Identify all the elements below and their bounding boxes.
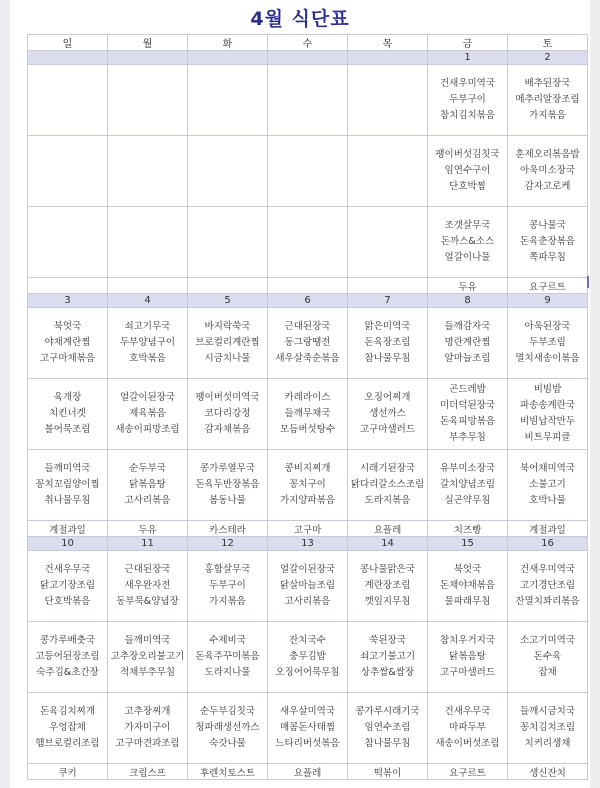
meal-cell [188,308,268,379]
scroll-marker [587,276,589,288]
menu-item: 치킨너겟 [49,408,86,419]
meal-cell [108,308,188,379]
snack-cell: 계절과일 [508,521,588,537]
meal-row [28,65,588,136]
snack-row [28,764,588,780]
menu-item: 감자채볶음 [204,424,251,435]
menu-item: 야채계란찜 [44,337,91,348]
meal-cell [348,379,428,450]
menu-item: 브로컬리계란찜 [195,337,260,348]
menu-item: 꽁치구이 [289,479,326,490]
meal-cell [188,379,268,450]
menu-item: 두부양념구이 [119,337,176,348]
menu-item: 얼갈이된장국 [279,564,336,575]
menu-item: 콩나물국 [529,220,566,231]
menu-item: 감자고로케 [524,181,571,192]
menu-item: 쪽파무침 [529,252,566,263]
menu-item: 메추리알장조림 [515,94,580,105]
menu-item: 유부미소장국 [439,463,496,474]
meal-cell [508,450,588,521]
menu-item: 볼어묵조림 [44,424,91,435]
menu-item: 돈육두반장볶음 [195,479,260,490]
menu-item: 콩가루시래기국 [355,706,420,717]
date-row [28,537,588,551]
menu-item: 임연수조림 [364,722,411,733]
menu-item: 미더덕된장국 [439,400,496,411]
meal-row [28,693,588,764]
meal-cell [428,622,508,693]
meal-cell [428,65,508,136]
meal-cell [108,65,188,136]
weekday-tue: 화 [188,35,268,51]
menu-item: 고추장찌개 [124,706,171,717]
date-cell: 14 [348,537,428,551]
menu-item: 돈육춘장볶음 [519,236,576,247]
menu-item: 콩가루배춧국 [39,635,96,646]
menu-item: 숙주김&초간장 [36,667,99,678]
weekday-wed: 수 [268,35,348,51]
menu-page [10,0,590,788]
menu-item: 도라지나물 [204,667,251,678]
menu-item: 소불고기 [529,479,566,490]
menu-item: 고구마샐러드 [439,667,496,678]
meal-cell [348,551,428,622]
meal-cell [348,65,428,136]
meal-cell [188,65,268,136]
meal-cell [348,622,428,693]
menu-item: 건새우미역국 [439,78,496,89]
meal-row [28,450,588,521]
date-cell [268,51,348,65]
menu-item: 건새우무국 [44,564,91,575]
menu-item: 근대된장국 [124,564,171,575]
meal-cell [188,551,268,622]
meal-cell [428,693,508,764]
snack-row [28,278,588,294]
menu-item: 팽이버섯미역국 [195,392,260,403]
menu-item: 가자미구이 [124,722,171,733]
menu-item: 치커리생채 [524,738,571,749]
menu-item: 고구마샐러드 [359,424,416,435]
menu-item: 쇠고기무국 [124,321,171,332]
menu-item: 돈육주꾸미볶음 [195,651,260,662]
menu-item: 쑥된장국 [369,635,406,646]
date-cell: 6 [268,294,348,308]
menu-item: 돈육장조림 [364,337,411,348]
menu-item: 들깨감자국 [444,321,491,332]
menu-item: 물파래무침 [444,596,491,607]
menu-item: 닭고기장조림 [39,580,96,591]
snack-cell [188,278,268,294]
menu-item: 닭살마늘조림 [279,580,336,591]
weekday-fri: 금 [428,35,508,51]
menu-item: 참치우거지국 [439,635,496,646]
menu-item: 도라지볶음 [364,495,411,506]
menu-item: 닭볶음탕 [129,479,166,490]
menu-item: 고사리볶음 [284,596,331,607]
menu-item: 부추무침 [449,432,486,443]
menu-item: 북어채미역국 [519,463,576,474]
meal-row [28,136,588,207]
menu-item: 맑은미역국 [364,321,411,332]
menu-item: 적채부추무침 [119,667,176,678]
meal-row [28,308,588,379]
snack-cell: 요구르트 [428,764,508,780]
snack-cell [108,278,188,294]
menu-item: 단호박볶음 [44,596,91,607]
menu-item: 참나물무침 [364,353,411,364]
snack-cell: 두유 [428,278,508,294]
menu-item: 잔치국수 [289,635,326,646]
meal-calendar [27,34,588,780]
meal-cell [268,450,348,521]
menu-item: 계란장조림 [364,580,411,591]
meal-cell [188,207,268,278]
meal-cell [108,450,188,521]
menu-item: 단호박찜 [449,181,486,192]
menu-item: 소고기미역국 [519,635,576,646]
meal-cell [28,65,108,136]
meal-cell [508,693,588,764]
menu-item: 오징어어묵무침 [275,667,340,678]
menu-item: 북엇국 [453,564,482,575]
snack-cell: 고구마 [268,521,348,537]
snack-cell: 카스테라 [188,521,268,537]
meal-cell [428,136,508,207]
date-cell [28,51,108,65]
menu-item: 비빔밥 [533,384,562,395]
menu-item: 잡채 [538,667,557,678]
menu-item: 파송송계란국 [519,400,576,411]
snack-cell: 요구르트 [508,278,588,294]
menu-item: 곤드레밥 [449,384,486,395]
menu-item: 두부구이 [449,94,486,105]
meal-cell [268,622,348,693]
meal-cell [108,379,188,450]
menu-item: 콩비지찌개 [284,463,331,474]
menu-item: 충무김밥 [289,651,326,662]
menu-item: 생선까스 [369,408,406,419]
meal-cell [108,207,188,278]
meal-cell [28,207,108,278]
menu-item: 비빔납작만두 [519,416,576,427]
menu-item: 들깨무채국 [284,408,331,419]
meal-cell [508,308,588,379]
meal-cell [428,551,508,622]
menu-item: 잔멸치꽈리볶음 [515,596,580,607]
menu-item: 아욱미소장국 [519,165,576,176]
date-cell: 3 [28,294,108,308]
menu-item: 참나물무침 [364,738,411,749]
menu-item: 취나물무침 [44,495,91,506]
snack-cell: 후렌치토스트 [188,764,268,780]
meal-cell [28,551,108,622]
date-cell: 16 [508,537,588,551]
calendar-body [28,51,588,780]
menu-item: 수제비국 [209,635,246,646]
meal-cell [108,136,188,207]
snack-row [28,521,588,537]
menu-item: 우엉잡채 [49,722,86,733]
meal-cell [348,693,428,764]
meal-cell [108,622,188,693]
menu-item: 호박볶음 [129,353,166,364]
snack-cell: 치즈빵 [428,521,508,537]
menu-item: 두부조림 [529,337,566,348]
menu-item: 상추쌈&쌈장 [360,667,415,678]
meal-cell [508,65,588,136]
menu-item: 가지양파볶음 [279,495,336,506]
meal-cell [268,379,348,450]
date-row [28,294,588,308]
meal-cell [188,450,268,521]
menu-item: 아욱된장국 [524,321,571,332]
meal-cell [508,379,588,450]
weekday-sat: 토 [508,35,588,51]
meal-cell [28,622,108,693]
menu-item: 콩나물맑은국 [359,564,416,575]
date-cell: 11 [108,537,188,551]
snack-cell: 계절과일 [28,521,108,537]
meal-cell [108,551,188,622]
menu-item: 들깨시금치국 [519,706,576,717]
menu-item: 배추된장국 [524,78,571,89]
menu-item: 닭다리갈소스조림 [350,479,425,490]
menu-item: 동부묵&양념장 [116,596,179,607]
menu-item: 조갯살무국 [444,220,491,231]
meal-row [28,551,588,622]
menu-item: 근대된장국 [284,321,331,332]
menu-item: 숙갓나물 [209,738,246,749]
menu-item: 멸치새송이볶음 [515,353,580,364]
date-cell [348,51,428,65]
meal-cell [268,693,348,764]
snack-cell: 떡볶이 [348,764,428,780]
date-cell: 8 [428,294,508,308]
meal-cell [268,207,348,278]
menu-item: 육개장 [53,392,82,403]
meal-cell [28,379,108,450]
menu-item: 새우살죽순볶음 [275,353,340,364]
menu-item: 오징어찌개 [364,392,411,403]
menu-item: 바지락쑥국 [204,321,251,332]
meal-row [28,622,588,693]
date-cell: 2 [508,51,588,65]
date-cell [108,51,188,65]
menu-item: 비트무피클 [524,432,571,443]
meal-row [28,379,588,450]
menu-item: 동그랑땡전 [284,337,331,348]
menu-item: 명란계란찜 [444,337,491,348]
date-cell: 1 [428,51,508,65]
date-cell: 10 [28,537,108,551]
menu-item: 참치김치볶음 [439,110,496,121]
menu-item: 두부구이 [209,580,246,591]
menu-item: 갈치양념조림 [439,479,496,490]
meal-cell [268,308,348,379]
meal-cell [28,136,108,207]
date-cell: 5 [188,294,268,308]
meal-cell [428,450,508,521]
weekday-thu: 목 [348,35,428,51]
menu-item: 건새우미역국 [519,564,576,575]
snack-cell: 크림스프 [108,764,188,780]
meal-cell [268,551,348,622]
meal-cell [28,308,108,379]
menu-item: 실곤약무침 [444,495,491,506]
snack-cell [268,278,348,294]
menu-item: 돈수육 [533,651,562,662]
date-row [28,51,588,65]
menu-item: 청파래생선까스 [195,722,260,733]
menu-item: 얼갈이나물 [444,252,491,263]
page-title: 4월 식단표 [250,8,350,30]
weekday-header-row [28,35,588,51]
menu-item: 쇠고기불고기 [359,651,416,662]
snack-cell: 요플레 [268,764,348,780]
menu-item: 임연수구이 [444,165,491,176]
date-cell: 7 [348,294,428,308]
meal-cell [348,450,428,521]
snack-cell [28,278,108,294]
menu-item: 콩가루열무국 [199,463,256,474]
menu-item: 훈제오리볶음밥 [515,149,580,160]
menu-item: 모듬버섯탕수 [279,424,336,435]
menu-item: 순두부국 [129,463,166,474]
menu-item: 고구마채볶음 [39,353,96,364]
date-cell: 15 [428,537,508,551]
menu-item: 제육볶음 [129,408,166,419]
date-cell: 13 [268,537,348,551]
snack-cell: 쿠키 [28,764,108,780]
meal-cell [508,207,588,278]
menu-item: 햄브로컬리조림 [35,738,100,749]
menu-item: 고추장오리불고기 [110,651,185,662]
menu-item: 코다리강정 [204,408,251,419]
menu-item: 새우살미역국 [279,706,336,717]
menu-item: 알마늘조림 [444,353,491,364]
menu-item: 팽이버섯김칫국 [435,149,500,160]
menu-item: 돈까스&소스 [440,236,495,247]
menu-item: 순두부김칫국 [199,706,256,717]
date-cell: 9 [508,294,588,308]
menu-item: 들깨미역국 [124,635,171,646]
meal-cell [188,136,268,207]
menu-item: 고등어된장조림 [35,651,100,662]
menu-item: 건새우무국 [444,706,491,717]
menu-item: 카레라이스 [284,392,331,403]
menu-item: 돈육피망볶음 [439,416,496,427]
menu-item: 마파두부 [449,722,486,733]
snack-cell [348,278,428,294]
menu-item: 북엇국 [53,321,82,332]
meal-cell [508,551,588,622]
date-cell [188,51,268,65]
menu-item: 느타리버섯볶음 [275,738,340,749]
meal-cell [508,136,588,207]
weekday-mon: 월 [108,35,188,51]
menu-item: 홍합살무국 [204,564,251,575]
meal-cell [508,622,588,693]
menu-item: 호박나물 [529,495,566,506]
meal-cell [428,207,508,278]
menu-item: 봄동나물 [209,495,246,506]
meal-cell [428,379,508,450]
menu-item: 고사리볶음 [124,495,171,506]
menu-item: 시금치나물 [204,353,251,364]
meal-row [28,207,588,278]
menu-item: 꽁치김치조림 [519,722,576,733]
menu-item: 새송이피망조림 [115,424,180,435]
menu-item: 고기경단조림 [519,580,576,591]
snack-cell: 요플레 [348,521,428,537]
weekday-sun: 일 [28,35,108,51]
meal-cell [28,693,108,764]
menu-item: 매콤돈사태찜 [279,722,336,733]
menu-item: 새송이버섯조림 [435,738,500,749]
meal-cell [108,693,188,764]
menu-item: 돈채야채볶음 [439,580,496,591]
meal-cell [188,693,268,764]
meal-cell [188,622,268,693]
menu-item: 꽁치꼬림양이찜 [35,479,100,490]
menu-item: 닭볶음탕 [449,651,486,662]
menu-item: 고구마견과조림 [115,738,180,749]
meal-cell [28,450,108,521]
menu-item: 가지볶음 [209,596,246,607]
snack-cell: 두유 [108,521,188,537]
meal-cell [268,65,348,136]
meal-cell [268,136,348,207]
snack-cell: 생신잔치 [508,764,588,780]
menu-item: 돈육김치찌개 [39,706,96,717]
menu-item: 가지볶음 [529,110,566,121]
date-cell: 12 [188,537,268,551]
meal-cell [348,136,428,207]
date-cell: 4 [108,294,188,308]
meal-cell [348,308,428,379]
menu-item: 새우완자전 [124,580,171,591]
menu-item: 들깨미역국 [44,463,91,474]
menu-item: 시래기된장국 [359,463,416,474]
meal-cell [428,308,508,379]
meal-cell [348,207,428,278]
menu-item: 얼갈이된장국 [119,392,176,403]
menu-item: 깻잎지무침 [364,596,411,607]
